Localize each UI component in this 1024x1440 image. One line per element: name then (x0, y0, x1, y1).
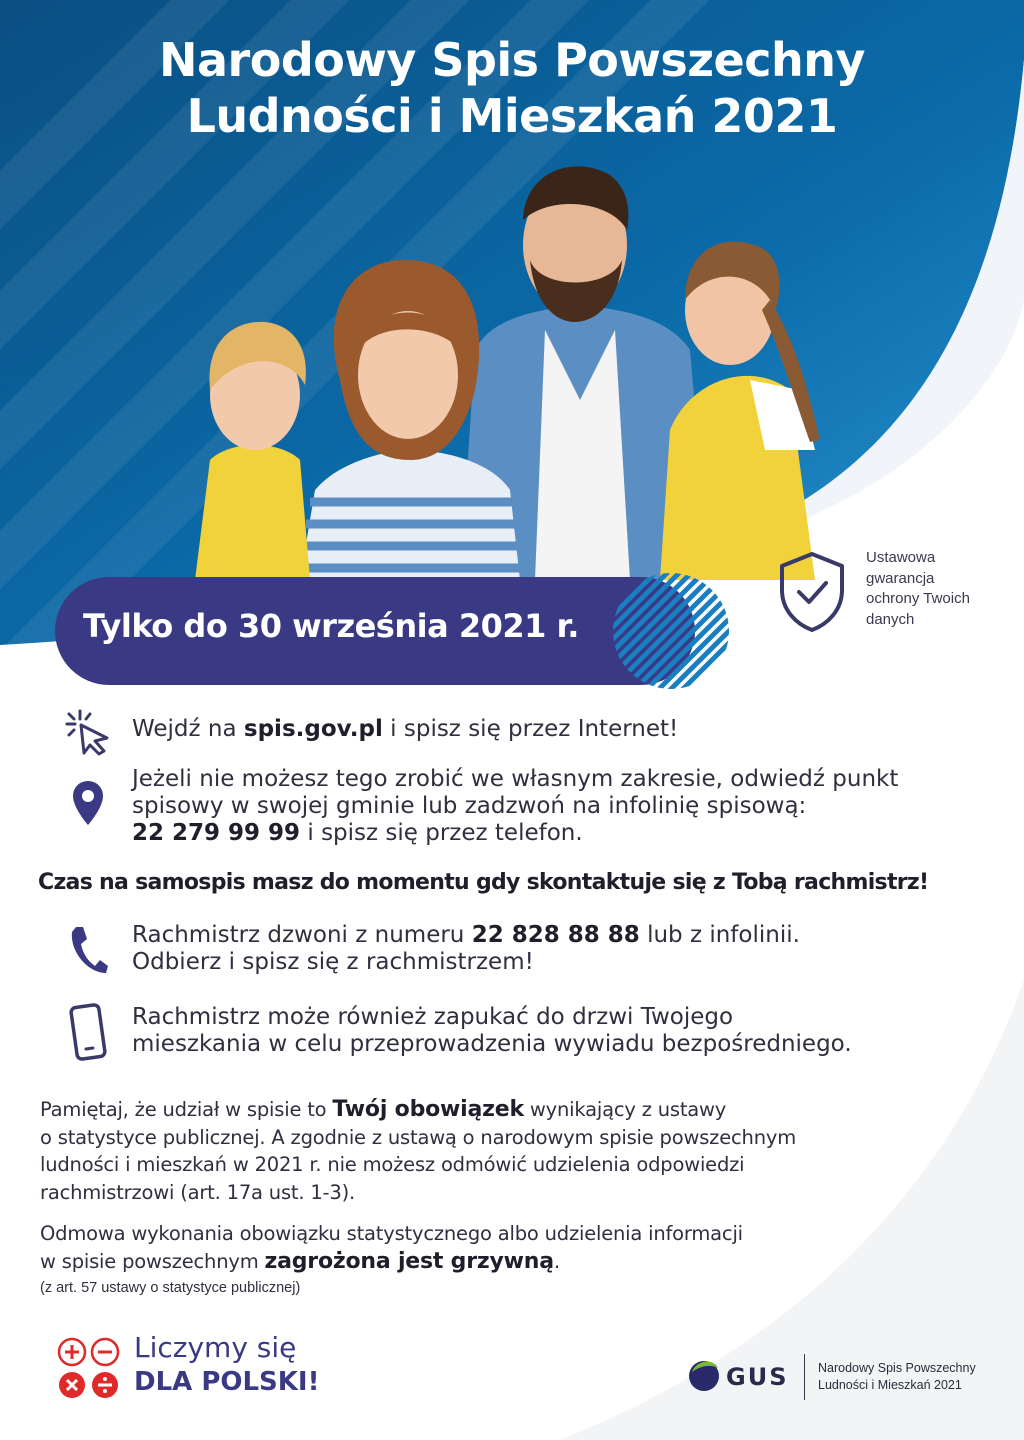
legal-note: (z art. 57 ustawy o statystyce publicznej) (40, 1280, 301, 1296)
obligation-paragraph (40, 1096, 796, 1206)
penalty-line-1: Odmowa wykonania obowiązku statystycznego albo udzielenia informacji (40, 1222, 743, 1245)
location-line-1: Jeżeli nie możesz tego zrobić we własnym zakresie, odwiedź punkt (132, 766, 899, 792)
site-link[interactable]: spis.gov.pl (243, 716, 383, 742)
boy-figure (195, 322, 310, 580)
stripes-decoration (612, 572, 730, 690)
obligation-line-2: o statystyce publicznej. A zgodnie z ustawą o narodowym spisie powszechnym (40, 1125, 796, 1149)
rachmistrz-number[interactable]: 22 828 88 88 (471, 922, 640, 948)
cursor-click-icon (62, 708, 112, 756)
slogan-line-2: DLA POLSKI! (134, 1367, 320, 1397)
gus-logo (688, 1354, 798, 1398)
internet-text-post: i spisz się przez Internet! (382, 716, 679, 742)
infoline-number[interactable]: 22 279 99 99 (132, 820, 301, 846)
penalty-post: . (553, 1249, 560, 1273)
phone-call-post: lub z infolinii. (639, 922, 800, 948)
internet-text-pre: Wejdź na (132, 716, 244, 742)
girl-figure (660, 242, 820, 580)
step-phone-call (132, 922, 800, 976)
family-photo (190, 150, 850, 580)
map-pin-icon (70, 778, 106, 828)
deadline-banner (55, 577, 695, 685)
visit-line-2: mieszkania w celu przeprowadzenia wywiadu bezpośredniego. (132, 1031, 852, 1057)
deadline-text: Tylko do 30 września 2021 r. (83, 607, 579, 645)
step-internet (132, 716, 678, 743)
penalty-bold: zagrożona jest grzywną (264, 1248, 554, 1274)
slogan-line-1: Liczymy się (134, 1331, 297, 1364)
campaign-slogan (134, 1331, 319, 1399)
samospis-headline: Czas na samospis masz do momentu gdy skontaktuje się z Tobą rachmistrz! (38, 870, 929, 895)
guarantee-line-1: Ustawowa (866, 549, 936, 566)
obligation-pre: Pamiętaj, że udział w spisie to (40, 1098, 333, 1121)
penalty-paragraph (40, 1220, 743, 1275)
phone-call-pre: Rachmistrz dzwoni z numeru (132, 922, 472, 948)
obligation-line-4: rachmistrzowi (art. 17a ust. 1-3). (40, 1180, 356, 1204)
gus-caption (818, 1360, 976, 1394)
shield-check-icon (776, 550, 848, 634)
phone-call-line-2: Odbierz i spisz się z rachmistrzem! (132, 949, 534, 975)
obligation-line-3: ludności i mieszkań w 2021 r. nie możesz odmówić udzielenia odpowiedzi (40, 1153, 745, 1176)
smartphone-icon (66, 1003, 110, 1061)
title-line-1: Narodowy Spis Powszechny (159, 33, 865, 87)
gus-line-2: Ludności i Mieszkań 2021 (818, 1378, 962, 1392)
obligation-post: wynikający z ustawy (523, 1098, 727, 1121)
title-line-2: Ludności i Mieszkań 2021 (186, 89, 838, 143)
page-title (0, 32, 1024, 144)
step-visit (132, 1004, 852, 1058)
guarantee-line-2: gwarancja (866, 569, 935, 587)
location-line-2: spisowy w swojej gminie lub zadzwoń na infolinię spisową: (132, 793, 807, 819)
guarantee-line-3: ochrony Twoich (866, 590, 970, 607)
step-location (132, 766, 898, 847)
location-line-3: i spisz się przez telefon. (300, 820, 583, 846)
gus-line-1: Narodowy Spis Powszechny (818, 1361, 976, 1375)
gus-divider (804, 1354, 805, 1400)
math-symbols-icon (56, 1336, 122, 1402)
guarantee-line-4: danych (866, 610, 915, 628)
visit-line-1: Rachmistrz może również zapukać do drzwi Twojego (132, 1004, 734, 1030)
gus-logo-text: GUS (726, 1363, 789, 1391)
obligation-bold: Twój obowiązek (332, 1097, 524, 1122)
penalty-pre: w spisie powszechnym (40, 1249, 265, 1273)
guarantee-text (866, 548, 1016, 630)
phone-icon (66, 924, 110, 976)
